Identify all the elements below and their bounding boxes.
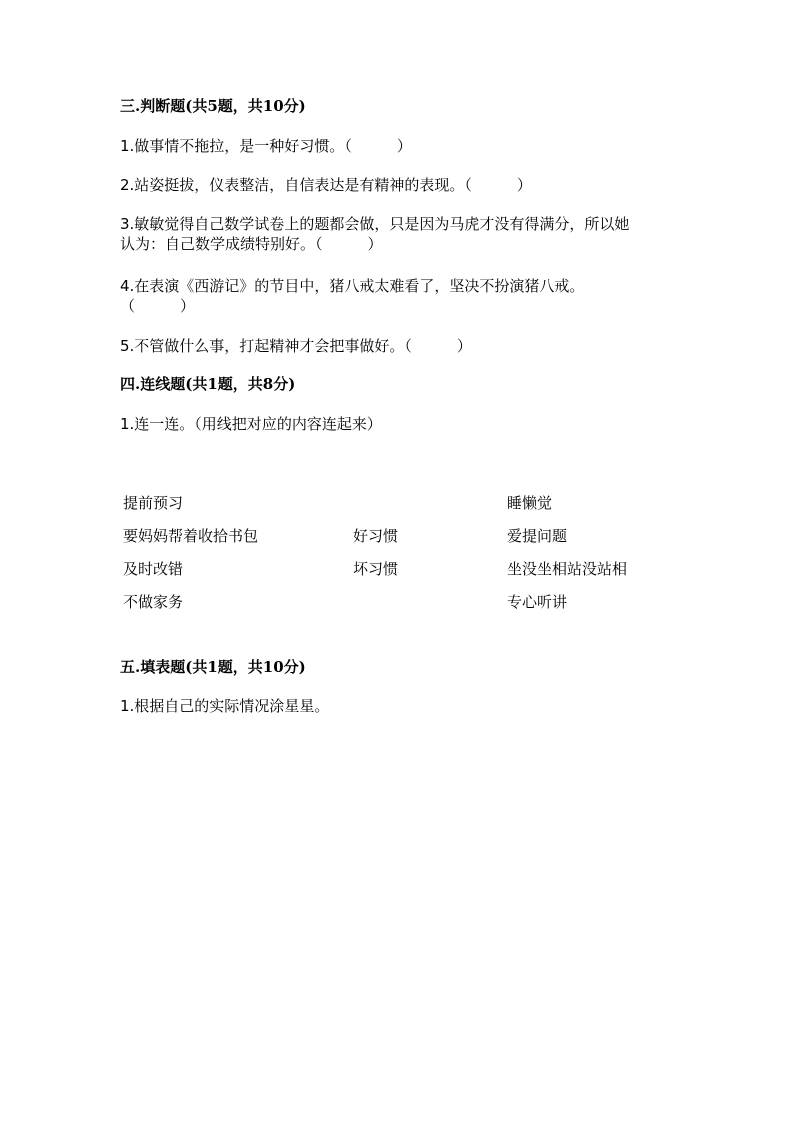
right-item: 坐没坐相站没站相 [507, 560, 628, 578]
right-item: 爱提问题 [507, 527, 568, 545]
section4-heading: 四.连线题(共1题，共8分) [120, 375, 296, 393]
right-item: 睡懒觉 [507, 494, 553, 512]
question-3-3-line1: 3.敏敏觉得自己数学试卷上的题都会做，只是因为马虎才没有得满分，所以她 [120, 215, 630, 233]
question-3-3-line2: 认为：自己数学成绩特别好。（ ） [120, 235, 383, 253]
right-item: 专心听讲 [507, 593, 568, 611]
question-3-4-line2: （ ） [120, 297, 196, 315]
question-4-1: 1.连一连。（用线把对应的内容连起来） [120, 415, 382, 433]
question-3-4-line1: 4.在表演《西游记》的节目中，猪八戒太难看了，坚决不扮演猪八戒。 [120, 277, 585, 295]
middle-item: 好习惯 [353, 527, 399, 545]
left-item: 及时改错 [123, 560, 184, 578]
question-3-2: 2.站姿挺拔，仪表整洁，自信表达是有精神的表现。（ ） [120, 176, 532, 194]
question-3-5: 5.不管做什么事，打起精神才会把事做好。（ ） [120, 337, 472, 355]
section5-heading: 五.填表题(共1题，共10分) [120, 658, 306, 676]
question-5-1: 1.根据自己的实际情况涂星星。 [120, 697, 330, 715]
section3-heading: 三.判断题(共5题，共10分) [120, 97, 306, 115]
question-3-1: 1.做事情不拖拉，是一种好习惯。（ ） [120, 137, 412, 155]
left-item: 不做家务 [123, 593, 184, 611]
left-item: 提前预习 [123, 494, 184, 512]
left-item: 要妈妈帮着收拾书包 [123, 527, 259, 545]
middle-item: 坏习惯 [353, 560, 399, 578]
